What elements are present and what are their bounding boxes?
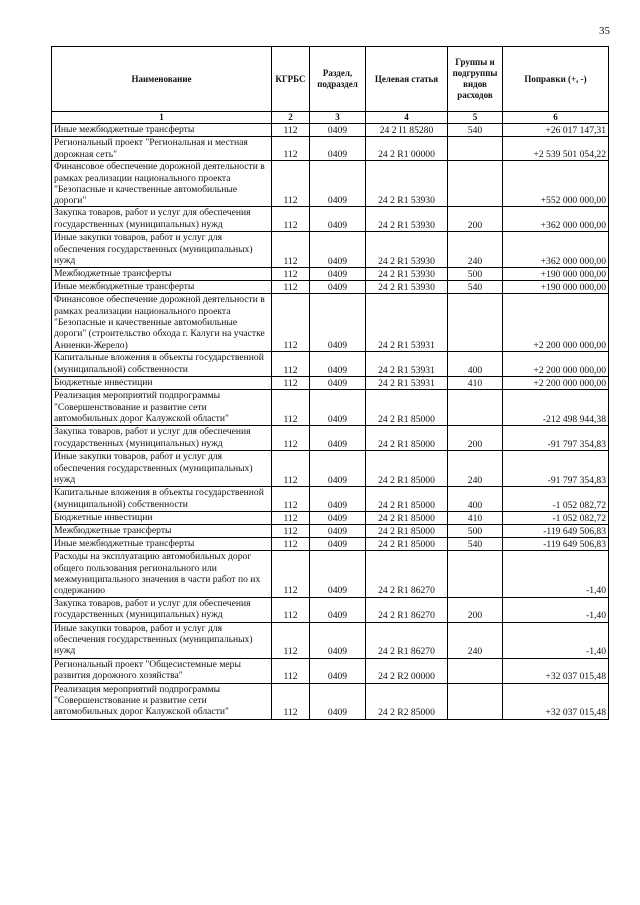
- row-name: Иные закупки товаров, работ и услуг для обеспечения государственных (муниципальных) нужд: [52, 232, 272, 268]
- table-row: [52, 538, 609, 551]
- table-row: [52, 124, 609, 137]
- row-expense-group: 400: [448, 487, 503, 512]
- row-name: Региональный проект "Региональная и местная дорожная сеть": [52, 137, 272, 161]
- row-section: 0409: [310, 512, 366, 525]
- row-expense-group: [448, 294, 503, 352]
- row-expense-group: 200: [448, 426, 503, 451]
- row-kgrbs: 112: [272, 538, 310, 551]
- row-target-article: 24 2 R1 85000: [366, 525, 448, 538]
- row-amount: -212 498 944,38: [503, 390, 609, 426]
- row-target-article: 24 2 R1 85000: [366, 426, 448, 451]
- table-row: [52, 161, 609, 207]
- row-target-article: 24 2 R1 85000: [366, 451, 448, 487]
- row-expense-group: 540: [448, 124, 503, 137]
- row-kgrbs: 112: [272, 124, 310, 137]
- row-amount: -1,40: [503, 597, 609, 622]
- table-row: [52, 281, 609, 294]
- row-target-article: 24 2 R2 85000: [366, 683, 448, 719]
- row-amount: -1 052 082,72: [503, 487, 609, 512]
- row-section: 0409: [310, 487, 366, 512]
- row-name: Региональный проект "Общесистемные меры развития дорожного хозяйства": [52, 658, 272, 683]
- table-row: [52, 487, 609, 512]
- row-section: 0409: [310, 426, 366, 451]
- row-kgrbs: 112: [272, 683, 310, 719]
- row-section: 0409: [310, 683, 366, 719]
- header-section: Раздел, подраздел: [310, 47, 366, 112]
- row-section: 0409: [310, 390, 366, 426]
- row-kgrbs: 112: [272, 207, 310, 232]
- column-number: 6: [503, 112, 609, 124]
- table-row: [52, 390, 609, 426]
- row-expense-group: [448, 658, 503, 683]
- row-amount: +2 539 501 054,22: [503, 137, 609, 161]
- row-section: 0409: [310, 538, 366, 551]
- table-row: [52, 232, 609, 268]
- row-kgrbs: 112: [272, 451, 310, 487]
- table-row: [52, 512, 609, 525]
- row-name: Финансовое обеспечение дорожной деятельности в рамках реализации национального проекта "Безопасные и качественные автомобильные дороги": [52, 161, 272, 207]
- row-name: Иные межбюджетные трансферты: [52, 281, 272, 294]
- table-row: [52, 451, 609, 487]
- row-kgrbs: 112: [272, 622, 310, 658]
- row-kgrbs: 112: [272, 512, 310, 525]
- row-amount: +190 000 000,00: [503, 268, 609, 281]
- table-row: [52, 622, 609, 658]
- row-expense-group: 410: [448, 512, 503, 525]
- row-expense-group: 240: [448, 451, 503, 487]
- row-target-article: 24 2 R1 53930: [366, 268, 448, 281]
- row-amount: +190 000 000,00: [503, 281, 609, 294]
- table-row: [52, 294, 609, 352]
- row-target-article: 24 2 R1 53931: [366, 352, 448, 377]
- row-section: 0409: [310, 377, 366, 390]
- row-expense-group: [448, 683, 503, 719]
- row-amount: +2 200 000 000,00: [503, 294, 609, 352]
- row-name: Межбюджетные трансферты: [52, 525, 272, 538]
- row-section: 0409: [310, 551, 366, 597]
- row-kgrbs: 112: [272, 294, 310, 352]
- row-name: Бюджетные инвестиции: [52, 377, 272, 390]
- column-number: 5: [448, 112, 503, 124]
- header-target-article: Целевая статья: [366, 47, 448, 112]
- row-kgrbs: 112: [272, 137, 310, 161]
- header-kgrbs: КГРБС: [272, 47, 310, 112]
- row-amount: +2 200 000 000,00: [503, 352, 609, 377]
- row-expense-group: 240: [448, 232, 503, 268]
- row-kgrbs: 112: [272, 487, 310, 512]
- row-amount: +362 000 000,00: [503, 207, 609, 232]
- table-row: [52, 377, 609, 390]
- row-amount: +362 000 000,00: [503, 232, 609, 268]
- header-amendments: Поправки (+, -): [503, 47, 609, 112]
- row-name: Капитальные вложения в объекты государственной (муниципальной) собственности: [52, 487, 272, 512]
- row-expense-group: 540: [448, 281, 503, 294]
- row-kgrbs: 112: [272, 525, 310, 538]
- row-amount: +26 017 147,31: [503, 124, 609, 137]
- row-amount: -1,40: [503, 622, 609, 658]
- row-target-article: 24 2 R1 86270: [366, 597, 448, 622]
- row-section: 0409: [310, 294, 366, 352]
- row-expense-group: [448, 137, 503, 161]
- row-amount: -91 797 354,83: [503, 426, 609, 451]
- row-amount: -119 649 506,83: [503, 525, 609, 538]
- table-row: [52, 207, 609, 232]
- column-number: 2: [272, 112, 310, 124]
- row-name: Реализация мероприятий подпрограммы "Совершенствование и развитие сети автомобильных дорог Калужской области": [52, 390, 272, 426]
- header-row: [52, 47, 609, 112]
- table-row: [52, 426, 609, 451]
- row-target-article: 24 2 I1 85280: [366, 124, 448, 137]
- column-number: 1: [52, 112, 272, 124]
- row-amount: +2 200 000 000,00: [503, 377, 609, 390]
- row-name: Иные закупки товаров, работ и услуг для обеспечения государственных (муниципальных) нужд: [52, 451, 272, 487]
- table-row: [52, 352, 609, 377]
- row-amount: +32 037 015,48: [503, 683, 609, 719]
- row-expense-group: 240: [448, 622, 503, 658]
- row-name: Реализация мероприятий подпрограммы "Совершенствование и развитие сети автомобильных дорог Калужской области": [52, 683, 272, 719]
- row-expense-group: [448, 161, 503, 207]
- row-amount: -1,40: [503, 551, 609, 597]
- row-name: Капитальные вложения в объекты государственной (муниципальной) собственности: [52, 352, 272, 377]
- row-kgrbs: 112: [272, 390, 310, 426]
- row-section: 0409: [310, 451, 366, 487]
- row-section: 0409: [310, 525, 366, 538]
- row-kgrbs: 112: [272, 352, 310, 377]
- row-kgrbs: 112: [272, 426, 310, 451]
- header-name: Наименование: [52, 47, 272, 112]
- row-target-article: 24 2 R1 53930: [366, 281, 448, 294]
- row-section: 0409: [310, 268, 366, 281]
- row-amount: +32 037 015,48: [503, 658, 609, 683]
- row-kgrbs: 112: [272, 658, 310, 683]
- row-expense-group: 200: [448, 207, 503, 232]
- row-target-article: 24 2 R1 85000: [366, 538, 448, 551]
- row-section: 0409: [310, 207, 366, 232]
- row-amount: -1 052 082,72: [503, 512, 609, 525]
- column-number-row: [52, 112, 609, 124]
- row-kgrbs: 112: [272, 281, 310, 294]
- row-name: Иные межбюджетные трансферты: [52, 124, 272, 137]
- row-name: Закупка товаров, работ и услуг для обеспечения государственных (муниципальных) нужд: [52, 426, 272, 451]
- row-amount: -91 797 354,83: [503, 451, 609, 487]
- budget-amendments-table: [51, 46, 609, 720]
- row-kgrbs: 112: [272, 551, 310, 597]
- row-name: Бюджетные инвестиции: [52, 512, 272, 525]
- table-row: [52, 683, 609, 719]
- row-expense-group: 400: [448, 352, 503, 377]
- row-name: Финансовое обеспечение дорожной деятельности в рамках реализации национального проекта "Безопасные и качественные автомобильные дороги" (строительство обхода г. Калуги на участке Анненки-Жерело): [52, 294, 272, 352]
- row-section: 0409: [310, 658, 366, 683]
- row-target-article: 24 2 R1 53930: [366, 207, 448, 232]
- row-section: 0409: [310, 137, 366, 161]
- row-section: 0409: [310, 352, 366, 377]
- row-section: 0409: [310, 622, 366, 658]
- row-section: 0409: [310, 161, 366, 207]
- row-section: 0409: [310, 597, 366, 622]
- row-name: Расходы на эксплуатацию автомобильных дорог общего пользования регионального или межмуниципального значения в части работ по их содержанию: [52, 551, 272, 597]
- row-expense-group: 500: [448, 525, 503, 538]
- table-row: [52, 525, 609, 538]
- column-number: 4: [366, 112, 448, 124]
- row-kgrbs: 112: [272, 268, 310, 281]
- row-section: 0409: [310, 124, 366, 137]
- table-row: [52, 137, 609, 161]
- row-target-article: 24 2 R1 85000: [366, 512, 448, 525]
- page-number: 35: [599, 25, 610, 37]
- row-target-article: 24 2 R1 53930: [366, 161, 448, 207]
- table-body: [52, 124, 609, 719]
- row-name: Иные закупки товаров, работ и услуг для обеспечения государственных (муниципальных) нужд: [52, 622, 272, 658]
- row-kgrbs: 112: [272, 597, 310, 622]
- row-name: Закупка товаров, работ и услуг для обеспечения государственных (муниципальных) нужд: [52, 597, 272, 622]
- column-number: 3: [310, 112, 366, 124]
- row-target-article: 24 2 R1 53930: [366, 232, 448, 268]
- row-target-article: 24 2 R1 86270: [366, 551, 448, 597]
- row-target-article: 24 2 R1 53931: [366, 377, 448, 390]
- row-target-article: 24 2 R1 85000: [366, 487, 448, 512]
- row-amount: -119 649 506,83: [503, 538, 609, 551]
- row-section: 0409: [310, 281, 366, 294]
- row-target-article: 24 2 R1 86270: [366, 622, 448, 658]
- row-kgrbs: 112: [272, 377, 310, 390]
- row-kgrbs: 112: [272, 232, 310, 268]
- row-name: Иные межбюджетные трансферты: [52, 538, 272, 551]
- row-expense-group: [448, 551, 503, 597]
- table-row: [52, 551, 609, 597]
- row-expense-group: 500: [448, 268, 503, 281]
- row-expense-group: [448, 390, 503, 426]
- row-target-article: 24 2 R1 00000: [366, 137, 448, 161]
- table-row: [52, 658, 609, 683]
- row-kgrbs: 112: [272, 161, 310, 207]
- row-expense-group: 540: [448, 538, 503, 551]
- header-expense-group: Группы и подгруппы видов расходов: [448, 47, 503, 112]
- row-section: 0409: [310, 232, 366, 268]
- row-amount: +552 000 000,00: [503, 161, 609, 207]
- row-target-article: 24 2 R1 85000: [366, 390, 448, 426]
- row-target-article: 24 2 R2 00000: [366, 658, 448, 683]
- table-row: [52, 597, 609, 622]
- row-expense-group: 200: [448, 597, 503, 622]
- row-name: Закупка товаров, работ и услуг для обеспечения государственных (муниципальных) нужд: [52, 207, 272, 232]
- row-name: Межбюджетные трансферты: [52, 268, 272, 281]
- row-target-article: 24 2 R1 53931: [366, 294, 448, 352]
- table-row: [52, 268, 609, 281]
- row-expense-group: 410: [448, 377, 503, 390]
